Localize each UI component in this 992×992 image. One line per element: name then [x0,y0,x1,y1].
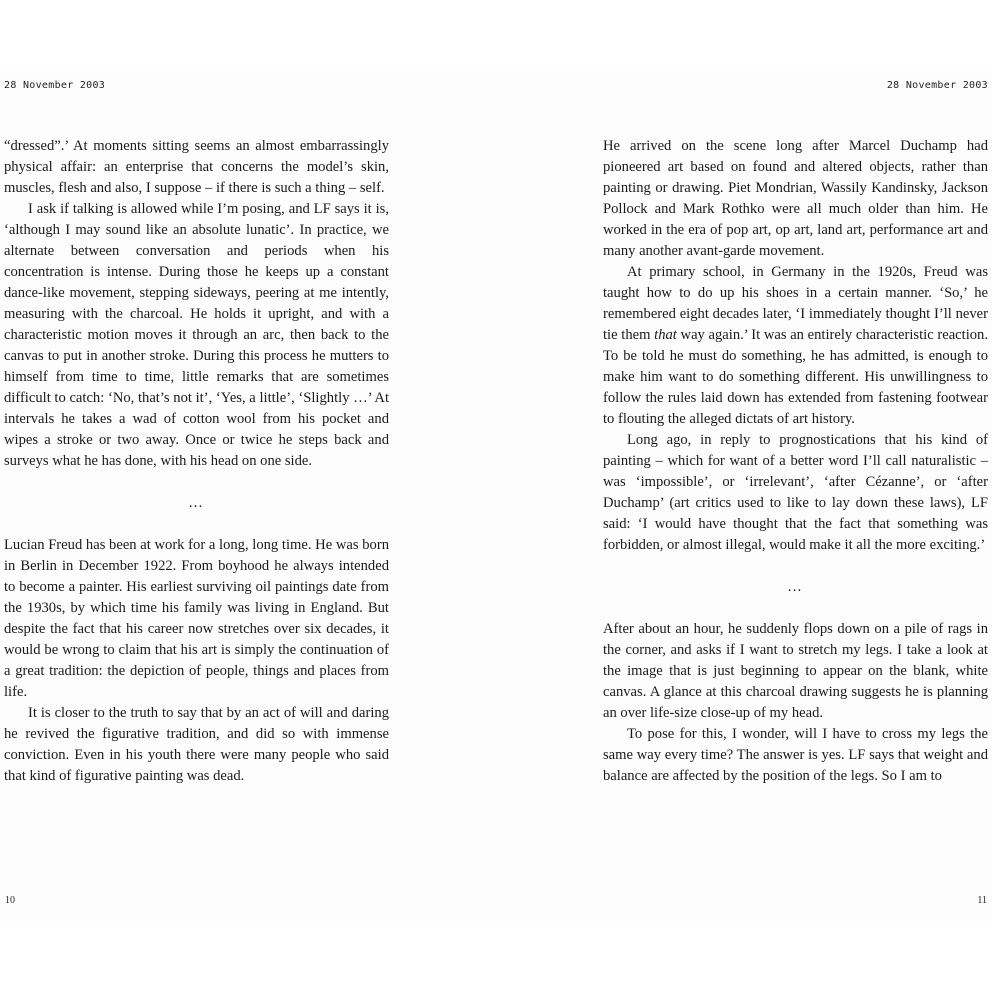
paragraph: I ask if talking is allowed while I’m posing, and LF says it is, ‘although I may sound like an absolute lunatic’. In practice, we alternate between conversation and periods when his concentration is intense. During those he keeps up a constant dance-like movement, stepping sideways, peering at me intently, measuring with the charcoal. He holds it upright, and with a characteristic motion moves it through an arc, then back to the canvas to put in another stroke. During this process he mutters to himself from time to time, little remarks that are sometimes difficult to catch: ‘No, that’s not it’, ‘Yes, a little’, ‘Slightly …’ At intervals he takes a wad of cotton wool from his pocket and wipes a stroke or two away. Once or twice he steps back and surveys what he has done, with his head on one side. [4,201,389,469]
left-page-number: 10 [5,895,15,906]
paragraph: After about an hour, he suddenly flops down on a pile of rags in the corner, and asks if I want to stretch my legs. I take a look at the image that is just beginning to appear on the blank, white canvas. A glance at this charcoal drawing suggests he is planning an over life-size close-up of my head. [603,621,988,721]
right-page-number: 11 [977,895,987,906]
right-page-text-column [603,136,988,787]
paragraph: To pose for this, I wonder, will I have to cross my legs the same way every time? The answer is yes. LF says that weight and balance are affected by the position of the legs. So I am to [603,726,988,784]
paragraph-text: At primary school, in Germany in the 1920s, Freud was taught how to do up his shoes in a certain manner. ‘So,’ he remembered eight decades later, ‘I immediately thought I’ll never tie them [603,264,988,343]
paragraph: “dressed”.’ At moments sitting seems an almost embarrassingly physical affair: an enterprise that concerns the model’s skin, muscles, flesh and also, I suppose – if there is such a thing – self. [4,138,389,196]
paragraph-text: way again.’ It was an entirely characteristic reaction. To be told he must do something, he has admitted, is enough to make him want to do something different. His unwillingness to follow the rules laid down has extended from fastening footwear to flouting the alleged dictats of art history. [603,327,988,427]
paragraph: He arrived on the scene long after Marcel Duchamp had pioneered art based on found and altered objects, rather than painting or drawing. Piet Mondrian, Wassily Kandinsky, Jackson Pollock and Mark Rothko were all much older than him. He worked in the era of pop art, op art, land art, performance art and many another avant-garde movement. [603,138,988,259]
paragraph [603,262,988,430]
paragraph: Long ago, in reply to prognostications that his kind of painting – which for want of a better word I’ll call naturalistic – was ‘impossible’, or ‘irrelevant’, ‘after Cézanne’, or ‘after Duchamp’ (art critics used to like to lay down these laws), LF said: ‘I would have thought that the fact that something was forbidden, or almost illegal, would make it all the more exciting.’ [603,432,988,553]
section-separator: … [188,495,205,511]
paragraph: It is closer to the truth to say that by an act of will and daring he revived the figurative tradition, and did so with immense conviction. Even in his youth there were many people who said that kind of figurative painting was dead. [4,705,389,784]
left-page-text-column [4,136,389,787]
emphasis-text: that [654,327,677,343]
right-page-header-date: 28 November 2003 [886,80,988,91]
section-separator: … [787,579,804,595]
paragraph: Lucian Freud has been at work for a long, long time. He was born in Berlin in December 1922. From boyhood he always intended to become a painter. His earliest surviving oil paintings date from the 1930s, by which time his family was living in England. But despite the fact that his career now stretches over six decades, it would be wrong to claim that his art is simply the continuation of a great tradition: the depiction of people, things and places from life. [4,537,389,700]
left-page-header-date: 28 November 2003 [4,80,106,91]
